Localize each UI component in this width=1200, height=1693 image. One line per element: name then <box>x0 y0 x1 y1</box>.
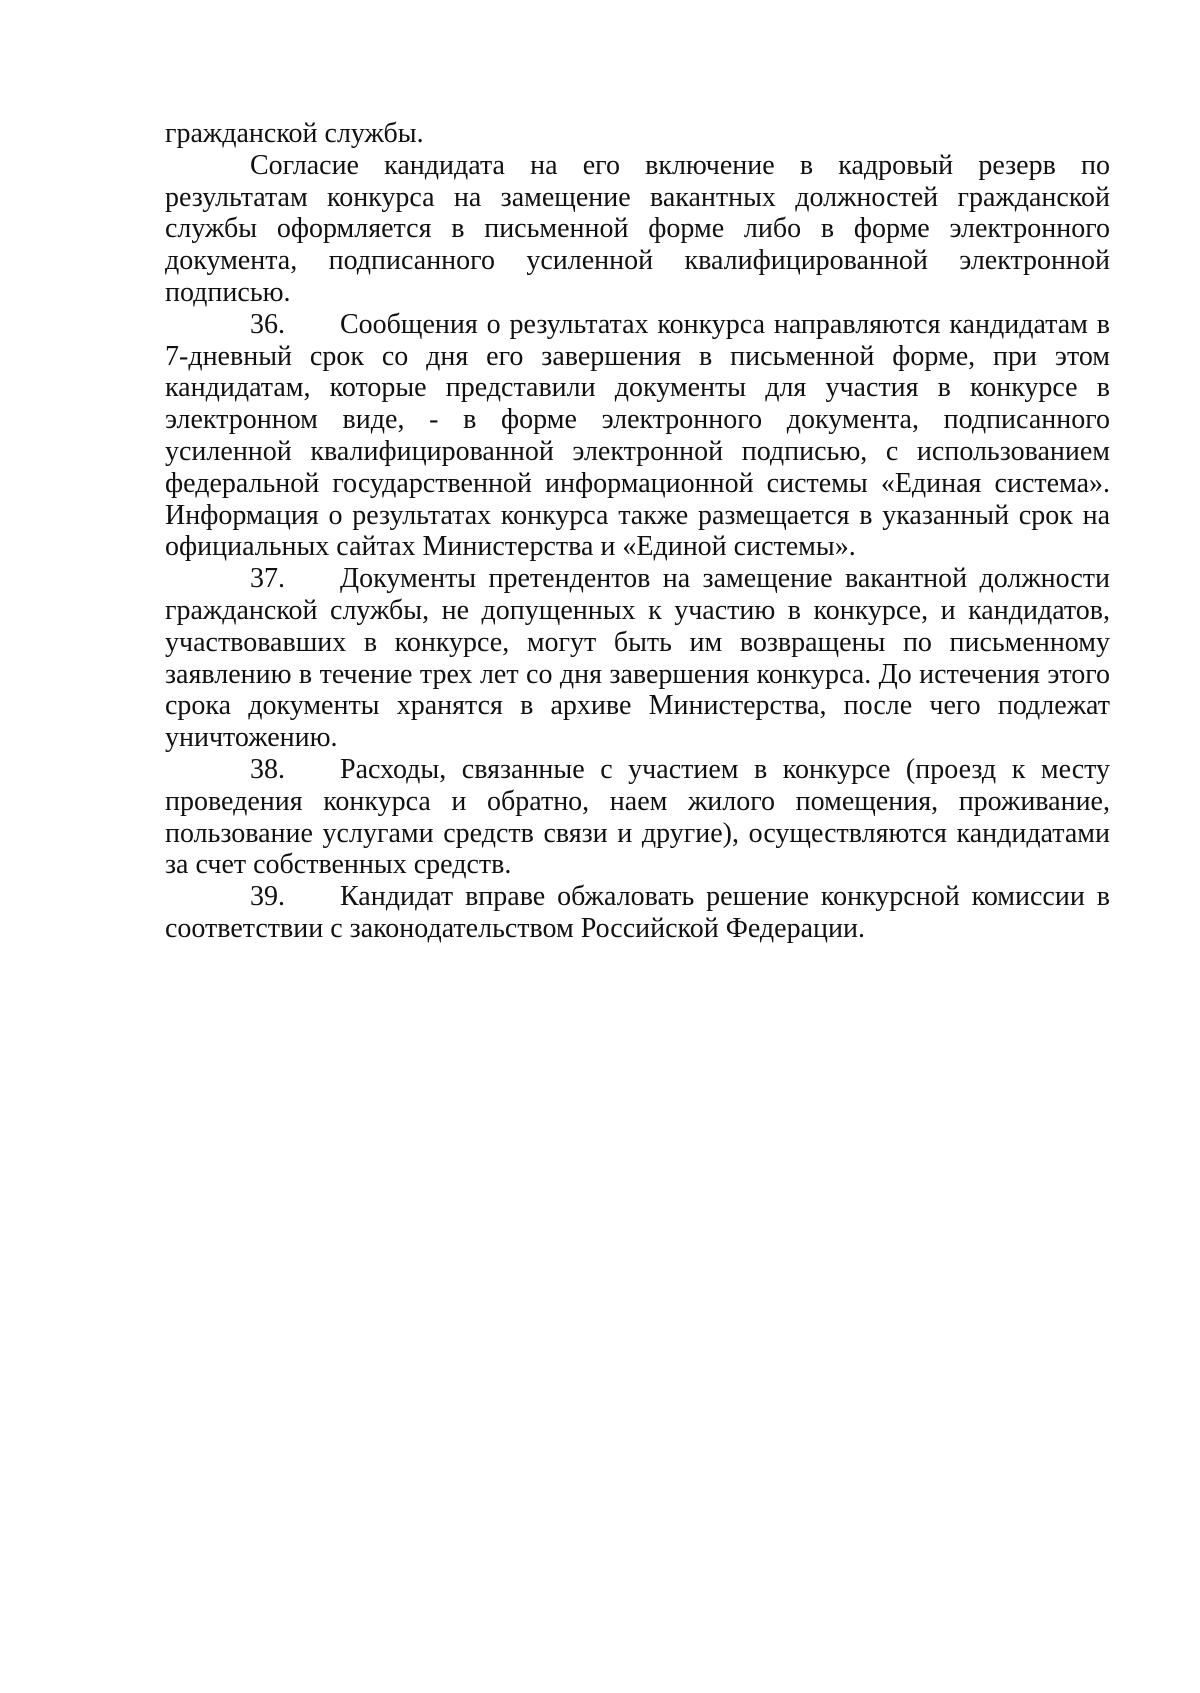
paragraph-39 <box>165 881 1110 945</box>
paragraph-number: 38. <box>250 753 285 785</box>
paragraph-continuation <box>165 118 1110 150</box>
paragraph-text: Кандидат вправе обжаловать решение конкурсной комиссии в соответствии с законодательством Российской Федерации. <box>165 881 1110 944</box>
document-body <box>165 118 1110 945</box>
paragraph-37 <box>165 563 1110 754</box>
paragraph-number: 36. <box>250 308 285 340</box>
paragraph-text: гражданской службы. <box>165 118 424 149</box>
paragraph-number: 37. <box>250 563 285 595</box>
paragraph-text: Согласие кандидата на его включение в кадровый резерв по результатам конкурса на замещение вакантных должностей гражданской службы оформляется в письменной форме либо в форме электронного документа, подписанного усиленной квалифицированной электронной подписью. <box>165 149 1110 308</box>
paragraph-text: Расходы, связанные с участием в конкурсе (проезд к месту проведения конкурса и обратно, наем жилого помещения, проживание, пользование услугами средств связи и другие), осуществляются кандидатами за счет собственных средств. <box>165 753 1110 881</box>
paragraph-38 <box>165 754 1110 881</box>
paragraph-text: Документы претендентов на замещение вакантной должности гражданской службы, не допущенных к участию в конкурсе, и кандидатов, участвовавших в конкурсе, могут быть им возвращены по письменному заявлению в течение трех лет со дня завершения конкурса. До истечения этого срока документы хранятся в архиве Министерства, после чего подлежат уничтожению. <box>165 563 1110 754</box>
paragraph-36 <box>165 309 1110 563</box>
paragraph-consent <box>165 150 1110 309</box>
paragraph-number: 39. <box>250 881 285 913</box>
paragraph-text: Сообщения о результатах конкурса направляются кандидатам в 7-дневный срок со дня его завершения в письменной форме, при этом кандидатам, которые представили документы для участия в конкурсе в электронном виде, - в форме электронного документа, подписанного усиленной квалифицированной электронной подписью, с использованием федеральной государственной информационной системы «Единая система». Информация о результатах конкурса также размещается в указанный срок на официальных сайтах Министерства и «Единой системы». <box>165 308 1110 563</box>
